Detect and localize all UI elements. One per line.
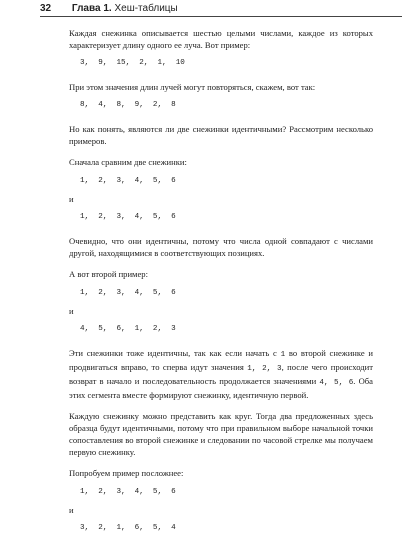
code-example: 1, 2, 3, 4, 5, 6 (80, 177, 176, 185)
page-body (69, 27, 373, 533)
paragraph: Очевидно, что они идентичны, потому что числа одной совпадают с числами другой, находящимися в соответствующих позициях. (69, 236, 373, 258)
page-number: 32 (40, 3, 52, 14)
code-example: 8, 4, 8, 9, 2, 8 (80, 101, 176, 109)
paragraph: Попробуем пример посложнее: (69, 468, 184, 478)
chapter-label: Глава 1. (71, 3, 112, 14)
chapter-title: Хеш-таблицы (114, 3, 178, 14)
paragraph: Каждую снежинку можно представить как круг. Тогда два предложенных здесь образца будут идентичными, потому что при правильном выборе начальной точки сопоставления во второй снежинке и следовании по часовой стрелке мы получаем первую снежинку. (69, 411, 373, 457)
paragraph: Каждая снежинка описывается шестью целыми числами, каждое из которых характеризует длину одного ее луча. Вот пример: (69, 28, 373, 50)
code-example: 3, 2, 1, 6, 5, 4 (80, 524, 176, 532)
inline-code: 1 (280, 351, 286, 359)
code-example: 3, 9, 15, 2, 1, 10 (80, 59, 185, 67)
paragraph: Но как понять, являются ли две снежинки идентичными? Рассмотрим несколько примеров. (69, 124, 373, 146)
inline-code: 1, 2, 3 (247, 365, 282, 373)
paragraph: А вот второй пример: (69, 269, 148, 279)
inline-code: 4, 5, 6 (319, 379, 354, 387)
paragraph: При этом значения длин лучей могут повторяться, скажем, вот так: (69, 82, 316, 92)
code-example: 1, 2, 3, 4, 5, 6 (80, 289, 176, 297)
code-example: 1, 2, 3, 4, 5, 6 (80, 213, 176, 221)
paragraph: Сначала сравним две снежинки: (69, 157, 187, 167)
paragraph: Эти снежинки тоже идентичны, так как если начать с 1 во второй снежинке и продвигаться вправо, то сперва идут значения 1, 2, 3, после чего происходит возврат в начало и последовательность продолжается значениями 4, 5, 6. Оба этих сегмента вместе формируют снежинку, идентичную первой. (69, 348, 373, 400)
running-header (40, 2, 402, 17)
conjunction: и (69, 306, 74, 316)
conjunction: и (69, 505, 74, 515)
header-rule (40, 16, 402, 17)
code-example: 1, 2, 3, 4, 5, 6 (80, 488, 176, 496)
code-example: 4, 5, 6, 1, 2, 3 (80, 325, 176, 333)
conjunction: и (69, 194, 74, 204)
